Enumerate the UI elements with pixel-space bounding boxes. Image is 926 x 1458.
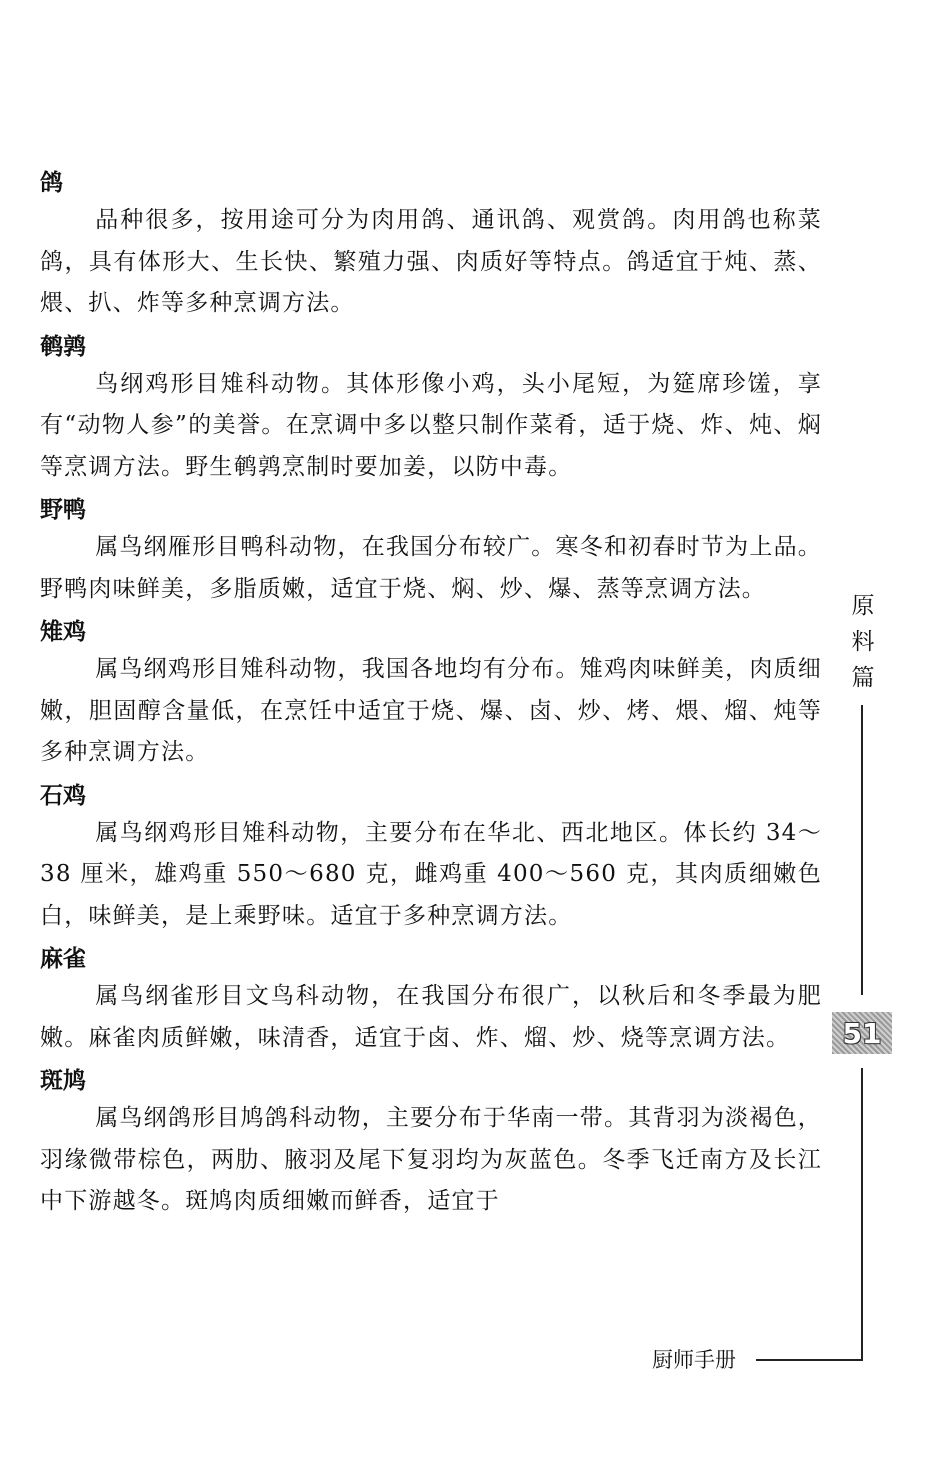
- entry-body-quail: 鸟纲鸡形目雉科动物。其体形像小鸡，头小尾短，为筵席珍馐，享有“动物人参”的美誉。在烹调中多以整只制作菜肴，适于烧、炸、炖、焖等烹调方法。野生鹌鹑烹制时要加姜，以防中毒。: [40, 370, 822, 480]
- entry-title-pheasant: 雉鸡: [40, 619, 86, 645]
- entry-title-pigeon: 鸽: [40, 170, 63, 196]
- entry-body-wild-duck: 属鸟纲雁形目鸭科动物，在我国分布较广。寒冬和初春时节为上品。野鸭肉味鲜美，多脂质嫩，适宜于烧、焖、炒、爆、蒸等烹调方法。: [40, 534, 822, 602]
- entry-body-sparrow: 属鸟纲雀形目文鸟科动物，在我国分布很广，以秋后和冬季最为肥嫩。麻雀肉质鲜嫩，味清香，适宜于卤、炸、熘、炒、烧等烹调方法。: [40, 983, 822, 1051]
- side-rule-bottom: [861, 1068, 863, 1360]
- footer-book-title: 厨师手册: [652, 1348, 736, 1372]
- entry-title-turtle-dove: 斑鸠: [40, 1068, 86, 1094]
- entry-title-partridge: 石鸡: [40, 782, 86, 809]
- page-number: 51: [842, 1016, 882, 1050]
- entry-title-sparrow: 麻雀: [40, 946, 86, 972]
- entry-body-pheasant: 属鸟纲鸡形目雉科动物，我国各地均有分布。雉鸡肉味鲜美，肉质细嫩，胆固醇含量低，在烹饪中适宜于烧、爆、卤、炒、烤、煨、熘、炖等多种烹调方法。: [40, 656, 822, 765]
- entry-body-pigeon: 品种很多，按用途可分为肉用鸽、通讯鸽、观赏鸽。肉用鸽也称菜鸽，具有体形大、生长快、繁殖力强、肉质好等特点。鸽适宜于炖、蒸、煨、扒、炸等多种烹调方法。: [40, 207, 822, 316]
- page-number-box: [832, 1012, 892, 1054]
- section-label-char: 篇: [851, 665, 875, 691]
- section-label: [848, 588, 878, 696]
- entry-title-wild-duck: 野鸭: [40, 497, 86, 523]
- side-rule-top: [861, 705, 863, 995]
- entry-body-turtle-dove: 属鸟纲鸽形目鸠鸽科动物，主要分布于华南一带。其背羽为淡褐色，羽缘微带棕色，两肋、腋羽及尾下复羽均为灰蓝色。冬季飞迁南方及长江中下游越冬。斑鸠肉质细嫩而鲜香，适宜于: [40, 1105, 822, 1214]
- footer-rule: [756, 1359, 863, 1361]
- main-content: [40, 166, 822, 1228]
- entry-title-quail: 鹌鹑: [40, 333, 86, 360]
- section-label-char: 原: [851, 593, 875, 619]
- section-label-char: 料: [851, 629, 875, 655]
- entry-body-partridge: 属鸟纲鸡形目雉科动物，主要分布在华北、西北地区。体长约 34～38 厘米，雄鸡重 550～680 克，雌鸡重 400～560 克，其肉质细嫩色白，味鲜美，是上乘野味。适宜于多种烹调方法。: [40, 819, 822, 929]
